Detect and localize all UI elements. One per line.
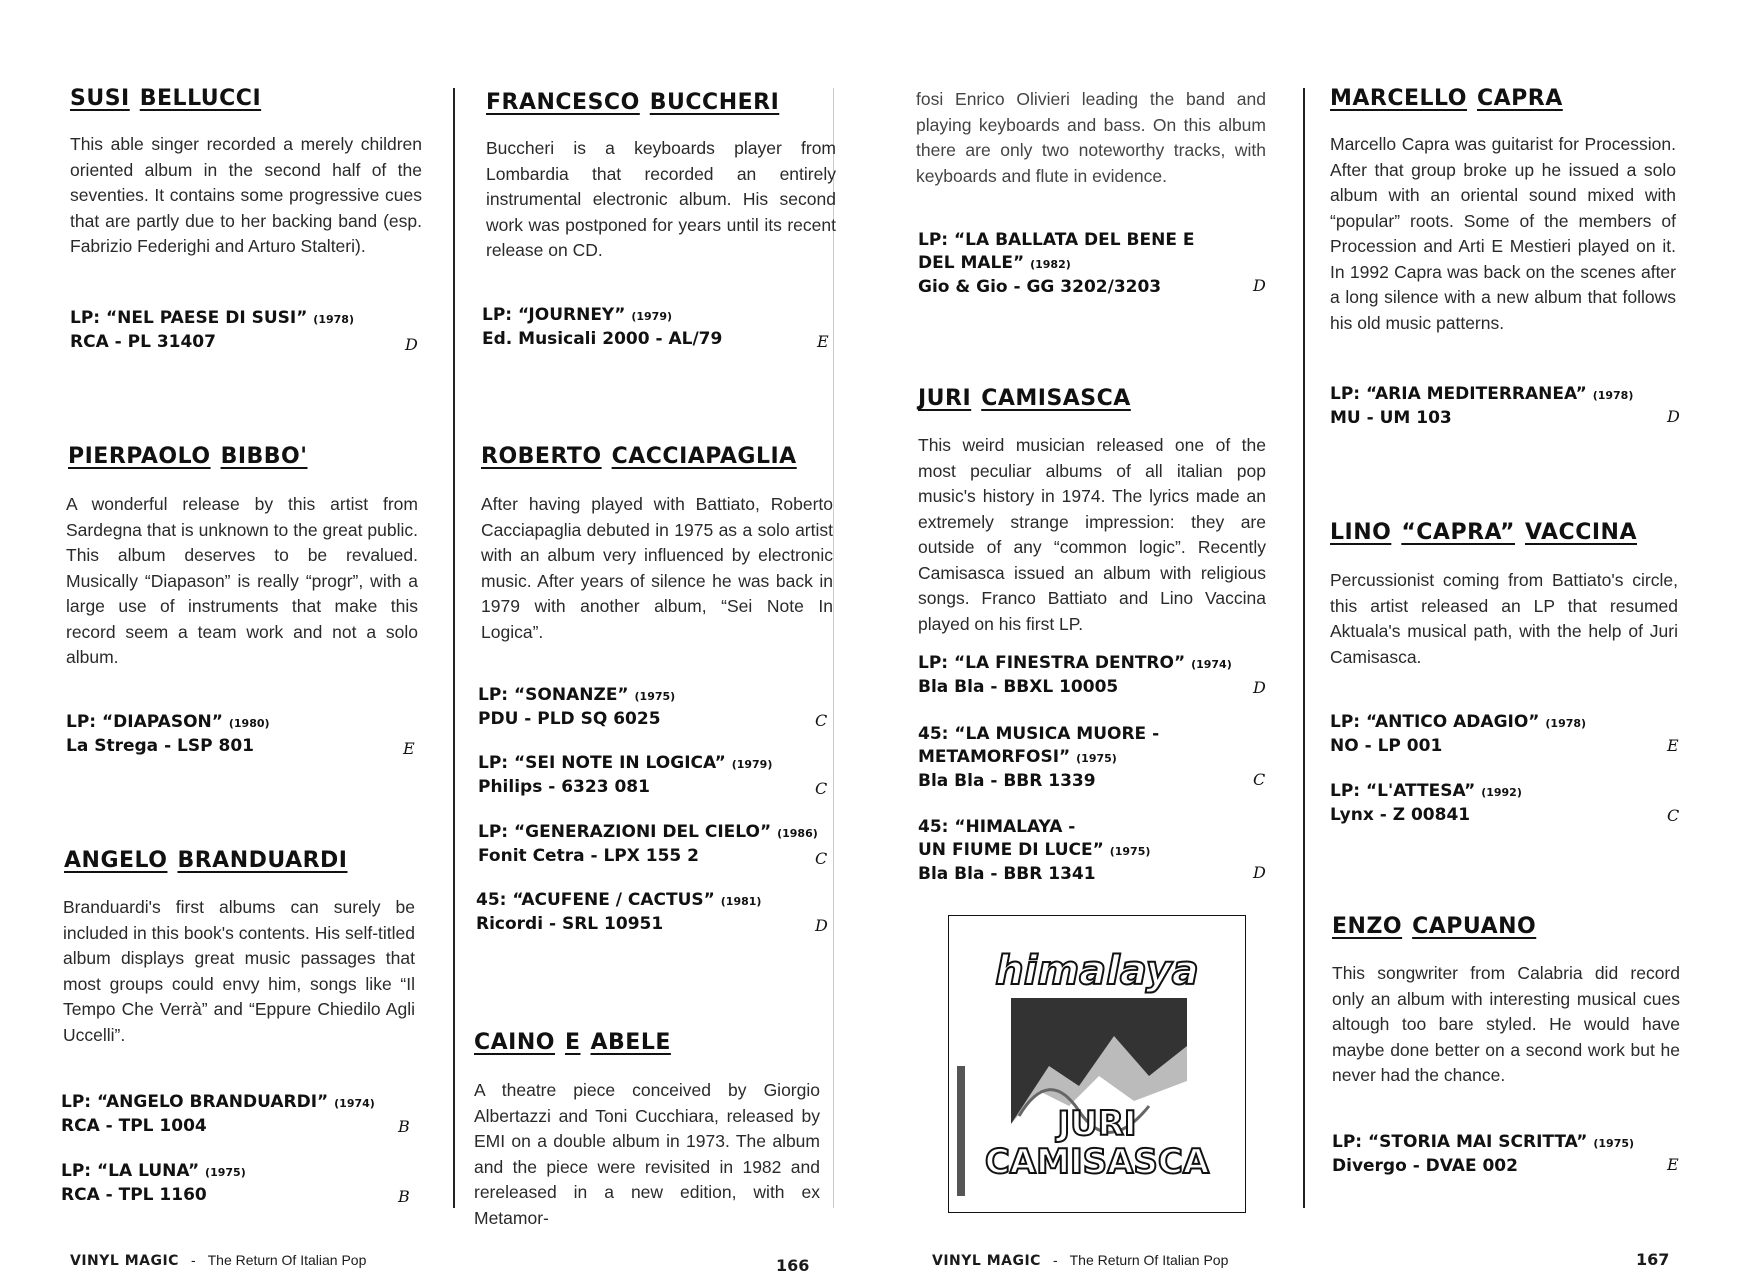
- rarity-grade: D: [1253, 863, 1266, 882]
- record-entry: LP: “NEL PAESE DI SUSI” (1978) RCA - PL 31407: [70, 308, 354, 352]
- artist-heading: FRANCESCO BUCCHERI: [486, 90, 780, 115]
- artist-bio: Marcello Capra was guitarist for Procession. After that group broke up he issued a solo album with an oriental sound mixed with “popular” roots. Some of the members of Procession and Arti E Mestieri played on it. In 1992 Capra was back on the scenes after a long silence with a new album that follows his old music patterns.: [1330, 134, 1676, 333]
- rarity-grade: D: [1253, 678, 1266, 697]
- artist-bio: After having played with Battiato, Roberto Cacciapaglia debuted in 1975 as a solo artist with an album very influenced by electronic music. After years of silence he was back in 1979 with another album, “Sei Note In Logica”.: [481, 494, 833, 642]
- artist-heading: ANGELO BRANDUARDI: [64, 848, 348, 873]
- rarity-grade: E: [1667, 736, 1679, 755]
- artist-bio: Percussionist coming from Battiato's circle, this artist released an LP that resumed Aktuala's musical path, with the help of Juri Camisasca.: [1330, 570, 1678, 667]
- artist-bio: This weird musician released one of the most peculiar albums of all italian pop music's history in 1974. The lyrics made an extremely strange impression: they are outside of any “common logic”. Recently Camisasca issued an album with religious songs. Franco Battiato and Lino Vaccina played on his first LP.: [918, 435, 1266, 634]
- page-footer: VINYL MAGIC - The Return Of Italian Pop: [932, 1252, 1229, 1269]
- album-cover-title: himalaya: [995, 948, 1199, 994]
- record-entry: LP: “ARIA MEDITERRANEA” (1978) MU - UM 103: [1330, 384, 1634, 428]
- album-cover-artist: JURI: [1057, 1104, 1137, 1144]
- artist-bio: A wonderful release by this artist from Sardegna that is unknown to the great public. This album deserves to be revalued. Musically “Diapason” is really “progr”, with a large use of instruments that make this record seem a team work and not a solo album.: [66, 494, 418, 667]
- artist-heading: LINO “CAPRA” VACCINA: [1330, 520, 1637, 545]
- record-entry: LP: “DIAPASON” (1980) La Strega - LSP 801: [66, 712, 270, 756]
- artist-heading: PIERPAOLO BIBBO': [68, 444, 308, 469]
- artist-heading: JURI CAMISASCA: [918, 386, 1131, 411]
- rarity-grade: C: [1667, 806, 1680, 825]
- record-entry: 45: “HIMALAYA - UN FIUME DI LUCE” (1975) Bla Bla - BBR 1341: [918, 817, 1151, 884]
- record-entry: LP: “LA FINESTRA DENTRO” (1974) Bla Bla - BBXL 10005: [918, 653, 1232, 697]
- artist-heading: ENZO CAPUANO: [1332, 914, 1537, 939]
- record-entry: LP: “LA LUNA” (1975) RCA - TPL 1160: [61, 1161, 246, 1205]
- artist-bio: This songwriter from Calabria did record only an album with interesting musical cues altough too bare styled. He would have maybe done better on a second work but he never had the chance.: [1332, 963, 1680, 1085]
- artist-bio: This able singer recorded a merely children oriented album in the second half of the seventies. It contains some progressive cues that are partly due to her backing band (esp. Fabrizio Federighi and Arturo Stalteri).: [70, 134, 422, 256]
- record-entry: LP: “LA BALLATA DEL BENE E DEL MALE” (1982) Gio & Gio - GG 3202/3203: [918, 230, 1195, 297]
- rarity-grade: C: [815, 849, 828, 868]
- rarity-grade: C: [1253, 770, 1266, 789]
- record-entry: LP: “ANTICO ADAGIO” (1978) NO - LP 001: [1330, 712, 1587, 756]
- continued-text: fosi Enrico Olivieri leading the band and playing keyboards and bass. On this album there are only two noteworthy tracks, with keyboards and flute in evidence.: [916, 89, 1266, 186]
- rarity-grade: D: [405, 335, 418, 354]
- rarity-grade: B: [398, 1187, 410, 1206]
- rarity-grade: C: [815, 711, 828, 730]
- rarity-grade: D: [815, 916, 828, 935]
- record-entry: LP: “SEI NOTE IN LOGICA” (1979) Philips - 6323 081: [478, 753, 773, 797]
- column-rule: [1303, 88, 1305, 1208]
- record-entry: LP: “SONANZE” (1975) PDU - PLD SQ 6025: [478, 685, 676, 729]
- rarity-grade: E: [817, 332, 829, 351]
- record-entry: LP: “ANGELO BRANDUARDI” (1974) RCA - TPL 1004: [61, 1092, 375, 1136]
- rarity-grade: E: [1667, 1155, 1679, 1174]
- artist-heading: MARCELLO CAPRA: [1330, 86, 1563, 111]
- artist-heading: ROBERTO CACCIAPAGLIA: [481, 444, 797, 469]
- page-number: 166: [776, 1256, 810, 1275]
- artist-bio: Buccheri is a keyboards player from Lombardia that recorded an entirely instrumental electronic album. His second work was postponed for years until its recent release on CD.: [486, 138, 836, 260]
- page-number: 167: [1636, 1250, 1670, 1269]
- rarity-grade: E: [403, 739, 415, 758]
- record-entry: 45: “LA MUSICA MUORE - METAMORFOSI” (1975) Bla Bla - BBR 1339: [918, 724, 1160, 791]
- rarity-grade: B: [398, 1117, 410, 1136]
- record-entry: LP: “STORIA MAI SCRITTA” (1975) Divergo - DVAE 002: [1332, 1132, 1635, 1176]
- record-entry: 45: “ACUFENE / CACTUS” (1981) Ricordi - SRL 10951: [476, 890, 762, 934]
- record-entry: LP: “GENERAZIONI DEL CIELO” (1986) Fonit Cetra - LPX 155 2: [478, 822, 818, 866]
- record-entry: LP: “JOURNEY” (1979) Ed. Musicali 2000 - AL/79: [482, 305, 723, 349]
- album-cover-image: [948, 915, 1246, 1213]
- album-cover-artist: CAMISASCA: [984, 1142, 1210, 1182]
- rarity-grade: D: [1253, 276, 1266, 295]
- page-footer: VINYL MAGIC - The Return Of Italian Pop: [70, 1252, 367, 1269]
- artist-bio: Branduardi's first albums can surely be included in this book's contents. His self-titled album displays great music passages that most groups could envy him, songs like “Il Tempo Che Verrà” and “Eppure Chiedilo Agli Uccelli”.: [63, 897, 415, 1045]
- column-rule: [453, 88, 455, 1208]
- artist-heading: SUSI BELLUCCI: [70, 86, 262, 111]
- rarity-grade: C: [815, 779, 828, 798]
- rarity-grade: D: [1667, 407, 1680, 426]
- artist-heading: CAINO E ABELE: [474, 1030, 671, 1055]
- record-entry: LP: “L'ATTESA” (1992) Lynx - Z 00841: [1330, 781, 1522, 825]
- artist-bio: A theatre piece conceived by Giorgio Albertazzi and Toni Cucchiara, released by EMI on a double album in 1973. The album and the piece were revisited in 1982 and rereleased in a new edition, with ex Metamor-: [474, 1080, 820, 1228]
